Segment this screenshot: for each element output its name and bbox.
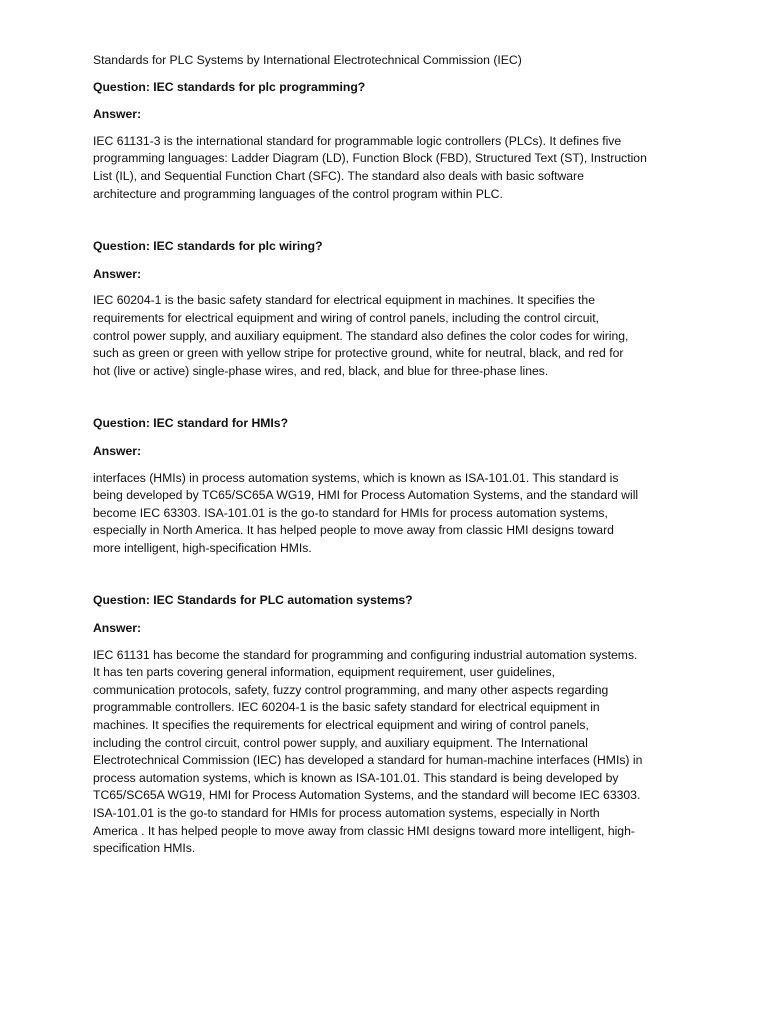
answer-paragraph: IEC 61131-3 is the international standard for programmable logic controllers (PLCs). It defines five programming languages: Ladder Diagram (LD), Function Block (FBD), Structured Text (ST), Instruction List (IL), and Sequential Function Chart (SFC). The standard also deals with basic software architecture and programming languages of the control program within PLC. <box>93 133 647 201</box>
question-heading: Question: IEC standard for HMIs? <box>93 416 289 431</box>
question-heading: Question: IEC standards for plc programming? <box>93 79 366 94</box>
answer-paragraph: IEC 60204-1 is the basic safety standard for electrical equipment in machines. It specifies the requirements for electrical equipment and wiring of control panels, including the control circuit, control power supply, and auxiliary equipment. The standard also defines the color codes for wiring, such as green or green with yellow stripe for protective ground, white for neutral, black, and red for hot (live or active) single-phase wires, and red, black, and blue for three-phase lines. <box>93 293 629 378</box>
answer-paragraph: interfaces (HMIs) in process automation systems, which is known as ISA-101.01. This standard is being developed by TC65/SC65A WG19, HMI for Process Automation Systems, and the standard will become IEC 63303. ISA-101.01 is the go-to standard for HMIs for process automation systems, especially in North America. It has helped people to move away from classic HMI designs toward more intelligent, high-specification HMIs. <box>93 470 639 555</box>
qa-section-plc-automation <box>93 592 678 857</box>
answer-label: Answer: <box>93 107 142 122</box>
answer-label: Answer: <box>93 266 142 281</box>
answer-label: Answer: <box>93 621 142 636</box>
document-title: Standards for PLC Systems by International Electrotechnical Commission (IEC) <box>93 53 522 67</box>
qa-section-hmis <box>93 415 678 557</box>
qa-section-plc-programming <box>93 79 678 204</box>
qa-section-plc-wiring <box>93 238 678 380</box>
answer-paragraph: IEC 61131 has become the standard for programming and configuring industrial automation systems. It has ten parts covering general information, equipment requirement, user guidelines, communication protocols, safety, fuzzy control programming, and many other aspects regarding programmable controllers. IEC 60204-1 is the basic safety standard for electrical equipment in machines. It specifies the requirements for electrical equipment and wiring of control panels, including the control circuit, control power supply, and auxiliary equipment. The International Electrotechnical Commission (IEC) has developed a standard for human-machine interfaces (HMIs) in process automation systems, which is known as ISA-101.01. This standard is being developed by TC65/SC65A WG19, HMI for Process Automation Systems, and the standard will become IEC 63303. ISA-101.01 is the go-to standard for HMIs for process automation systems, especially in North America . It has helped people to move away from classic HMI designs toward more intelligent, high- specification HMIs. <box>93 647 643 856</box>
question-heading: Question: IEC standards for plc wiring? <box>93 239 323 254</box>
answer-label: Answer: <box>93 443 142 458</box>
document-body <box>93 52 678 858</box>
question-heading: Question: IEC Standards for PLC automation systems? <box>93 593 413 608</box>
